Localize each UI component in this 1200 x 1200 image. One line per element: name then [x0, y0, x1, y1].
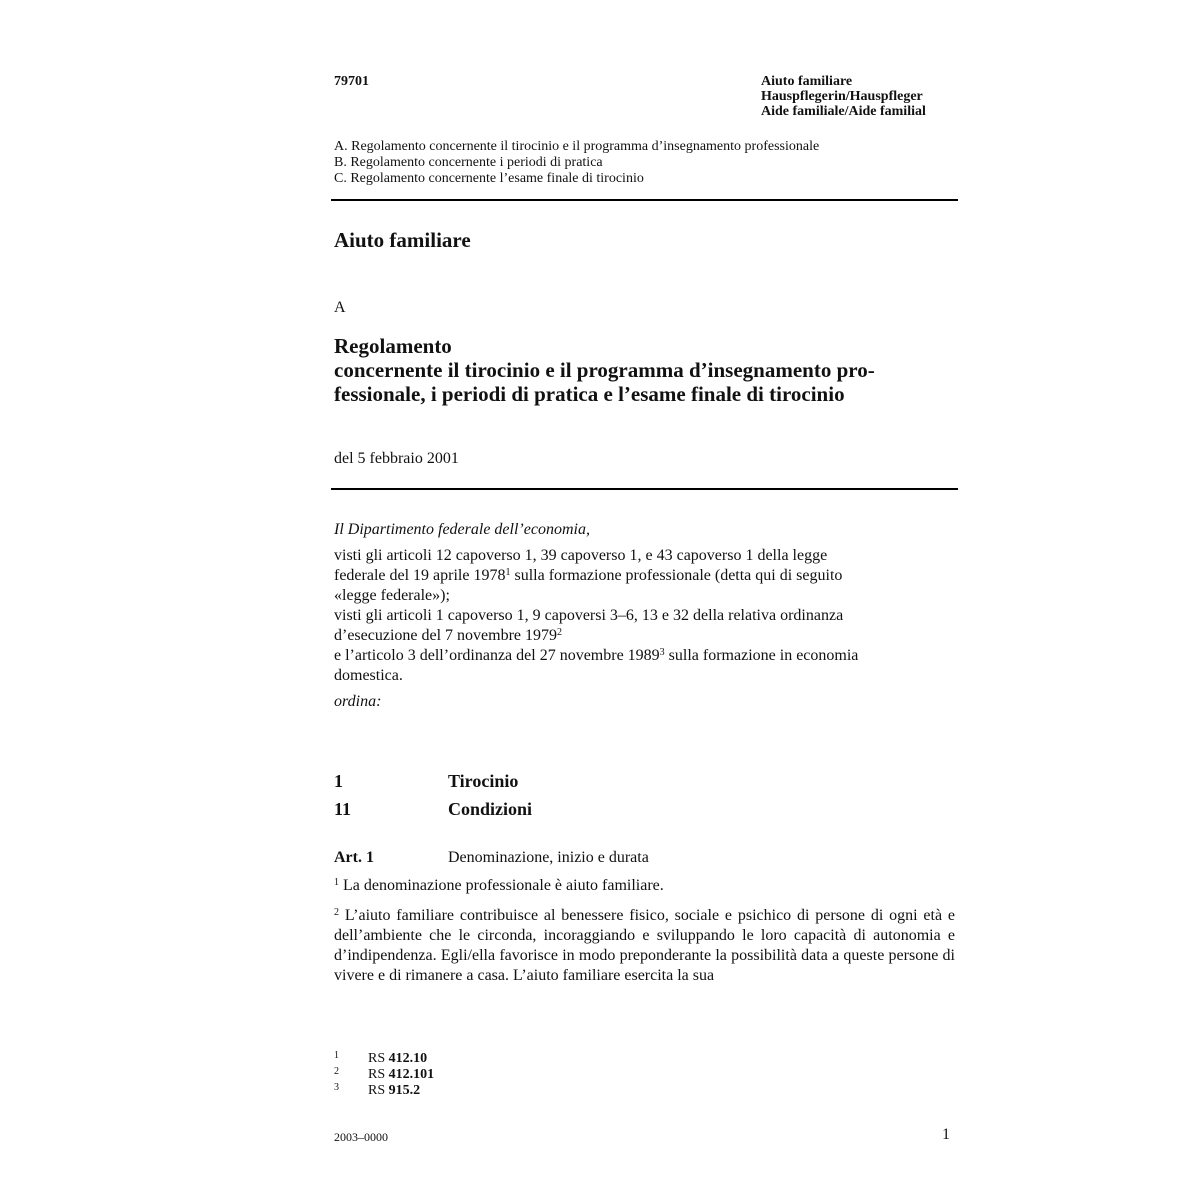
regulation-title-line: concernente il tirocinio e il programma d’insegnamento pro-	[334, 358, 875, 382]
regulation-title	[334, 334, 875, 406]
footnote: 3 RS 915.2	[334, 1082, 421, 1098]
chapter-number: 11	[334, 799, 352, 819]
regulation-title-line: Regolamento	[334, 334, 452, 358]
paragraph: $^2$ L’aiuto familiare contribuisce al benessere fisico, sociale e psichico di persone di ogni età e dell’ambiente che le circonda, incoraggiando e sviluppando le loro capacità di autonomia e d’indipendenza. Egli/ella favorisce in modo preponderante la possibilità data a queste persone di vivere e di rimanere a casa. L’aiuto familiare esercita la sua	[334, 907, 955, 984]
toc-item: A. Regolamento concernente il tirocinio e il programma d’insegnamento professionale	[334, 139, 820, 154]
article-heading	[334, 849, 374, 867]
regulation-title-line: fessionale, i periodi di pratica e l’esame finale di tirocinio	[334, 382, 845, 406]
article-label: Art. 1	[334, 849, 374, 866]
footnote-ref[interactable]: 3	[659, 647, 665, 658]
divider	[331, 199, 958, 201]
toc-item: C. Regolamento concernente l’esame finale di tirocinio	[334, 171, 644, 186]
preamble-line: «legge federale»);	[334, 587, 450, 604]
ordina-label: ordina:	[334, 693, 382, 710]
paragraph: $^1$ La denominazione professionale è aiuto familiare.	[334, 877, 664, 894]
issuing-authority: Il Dipartimento federale dell’economia,	[334, 521, 590, 538]
preamble-line: e l’articolo 3 dell’ordinanza del 27 novembre 1989$^3$ sulla formazione in economia	[334, 647, 859, 664]
chapter-number: 1	[334, 771, 343, 791]
preamble-line: visti gli articoli 12 capoverso 1, 39 capoverso 1, e 43 capoverso 1 della legge	[334, 547, 828, 564]
article-title: Denominazione, inizio e durata	[448, 849, 649, 866]
page-number: 1	[942, 1126, 950, 1143]
divider	[331, 488, 958, 490]
footer-code: 2003–0000	[334, 1130, 388, 1144]
chapter-title: Tirocinio	[448, 771, 519, 791]
preamble-line: visti gli articoli 1 capoverso 1, 9 capoversi 3–6, 13 e 32 della relativa ordinanza	[334, 607, 844, 624]
preamble-line: d’esecuzione del 7 novembre 1979$^2$	[334, 627, 563, 644]
header-titles	[761, 74, 926, 119]
header-title-de: Hauspflegerin/Hauspfleger	[761, 89, 923, 104]
footnote-ref[interactable]: 2	[557, 627, 563, 638]
regulation-date: del 5 febbraio 2001	[334, 450, 459, 467]
table-of-contents	[334, 139, 819, 187]
toc-item: B. Regolamento concernente i periodi di pratica	[334, 155, 603, 170]
preamble-line: federale del 19 aprile 1978$^1$ sulla formazione professionale (detta qui di seguito	[334, 567, 843, 584]
section-letter: A	[334, 299, 346, 316]
footnote-ref[interactable]: 1	[505, 567, 511, 578]
header-title-it: Aiuto familiare	[761, 74, 853, 89]
footnote: 2 RS 412.101	[334, 1066, 435, 1082]
preamble-line: domestica.	[334, 667, 403, 684]
footnote: 1 RS 412.10	[334, 1050, 428, 1066]
document-number: 79701	[334, 74, 369, 89]
chapter-title: Condizioni	[448, 799, 533, 819]
preamble	[334, 520, 858, 712]
header-title-fr: Aide familiale/Aide familial	[761, 104, 926, 119]
page-title: Aiuto familiare	[334, 228, 471, 252]
